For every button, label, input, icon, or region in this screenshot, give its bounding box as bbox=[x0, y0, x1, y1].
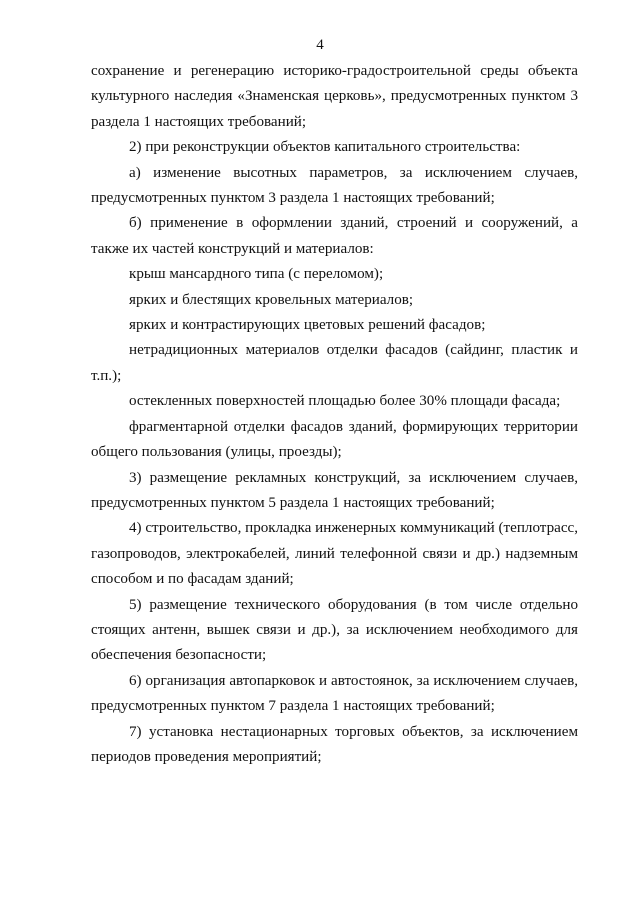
document-body bbox=[91, 59, 578, 770]
paragraph-glazing: остекленных поверхностей площадью более 30% площади фасада; bbox=[129, 393, 561, 410]
page-number: 4 bbox=[316, 37, 324, 53]
paragraph-item-7: 7) установка нестационарных торговых объектов, за исключением периодов проведения мероприятий; bbox=[91, 723, 578, 765]
paragraph-item-6: 6) организация автопарковок и автостоянок, за исключением случаев, предусмотренных пунктом 7 раздела 1 настоящих требований; bbox=[91, 672, 578, 715]
paragraph-roofs: крыш мансардного типа (с переломом); bbox=[129, 266, 384, 283]
paragraph-roof-materials: ярких и блестящих кровельных материалов; bbox=[129, 291, 414, 308]
paragraph-item-2a: а) изменение высотных параметров, за исключением случаев, предусмотренных пунктом 3 раздела 1 настоящих требований; bbox=[91, 164, 578, 207]
paragraph-fragmentary-finish: фрагментарной отделки фасадов зданий, формирующих территории общего пользования (улицы, проезды); bbox=[91, 418, 578, 461]
paragraph-color-solutions: ярких и контрастирующих цветовых решений фасадов; bbox=[129, 317, 486, 334]
paragraph-item-2b: б) применение в оформлении зданий, строений и сооружений, а также их частей конструкций и материалов: bbox=[91, 215, 578, 257]
paragraph-item-2: 2) при реконструкции объектов капитального строительства: bbox=[129, 139, 521, 156]
paragraph-item-5: 5) размещение технического оборудования (в том числе отдельно стоящих антенн, вышек связи и др.), за исключением необходимого для обеспечения безопасности; bbox=[91, 596, 578, 664]
paragraph-item-4: 4) строительство, прокладка инженерных коммуникаций (теплотрасс, газопроводов, электрокабелей, линий телефонной связи и др.) надземным способом и по фасадам зданий; bbox=[91, 520, 578, 588]
paragraph-item-3: 3) размещение рекламных конструкций, за исключением случаев, предусмотренных пунктом 5 раздела 1 настоящих требований; bbox=[91, 469, 578, 511]
paragraph-facade-materials: нетрадиционных материалов отделки фасадов (сайдинг, пластик и т.п.); bbox=[91, 342, 578, 384]
paragraph-continuation: сохранение и регенерацию историко-градостроительной среды объекта культурного наследия «Знаменская церковь», предусмотренных пунктом 3 раздела 1 настоящих требований; bbox=[91, 63, 578, 130]
